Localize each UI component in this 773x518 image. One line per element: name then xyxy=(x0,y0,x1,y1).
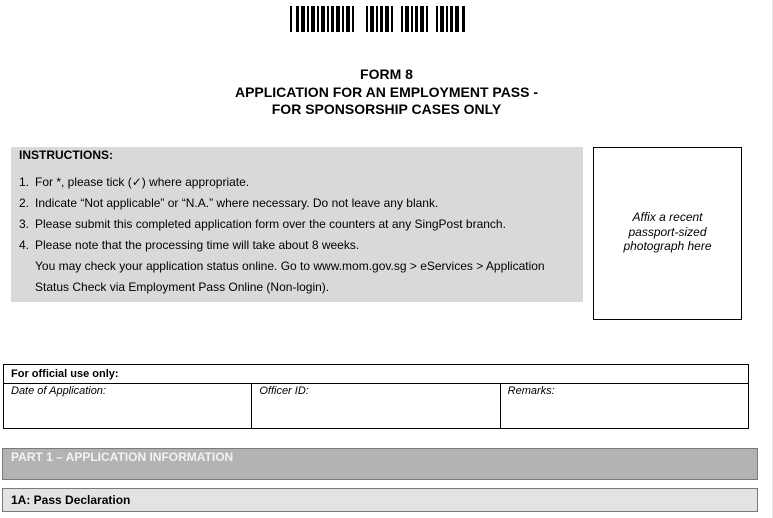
form-title-line2: FOR SPONSORSHIP CASES ONLY xyxy=(271,101,502,117)
instruction-item: 2. Indicate “Not applicable” or “N.A.” where necessary. Do not leave any blank. xyxy=(19,196,439,210)
section-1a-header xyxy=(2,488,758,512)
officer-id-field[interactable]: Officer ID: xyxy=(252,384,500,428)
barcode-image xyxy=(290,6,466,32)
instructions-heading: INSTRUCTIONS: xyxy=(19,148,113,162)
form-title-line1: APPLICATION FOR AN EMPLOYMENT PASS - xyxy=(234,84,539,100)
instructions-box xyxy=(11,147,583,302)
date-of-application-field[interactable]: Date of Application: xyxy=(4,384,252,428)
instruction-item: 4. Please note that the processing time will take about 8 weeks. xyxy=(19,238,360,252)
instructions-list xyxy=(19,172,579,256)
photo-box xyxy=(593,147,742,320)
form-number: FORM 8 xyxy=(360,66,413,82)
instruction-item: 1. For *, please tick (✓) where appropriate. xyxy=(19,175,250,189)
official-use-table xyxy=(3,364,749,429)
instruction-item: 3. Please submit this completed application form over the counters at any SingPost branch. xyxy=(19,217,506,231)
part1-header xyxy=(2,448,758,480)
remarks-field[interactable]: Remarks: xyxy=(507,385,555,397)
part1-title: PART 1 – APPLICATION INFORMATION xyxy=(11,450,234,464)
photo-instruction: Affix a recent passport-sized photograph here xyxy=(623,210,712,253)
official-use-row xyxy=(4,384,748,428)
status-check-note: You may check your application status online. Go to www.mom.gov.sg > eServices > Application Status Check via Employment Pass Online (Non-login). xyxy=(35,259,545,294)
section-1a-title: 1A: Pass Declaration xyxy=(11,493,131,507)
official-use-heading: For official use only: xyxy=(4,365,748,384)
